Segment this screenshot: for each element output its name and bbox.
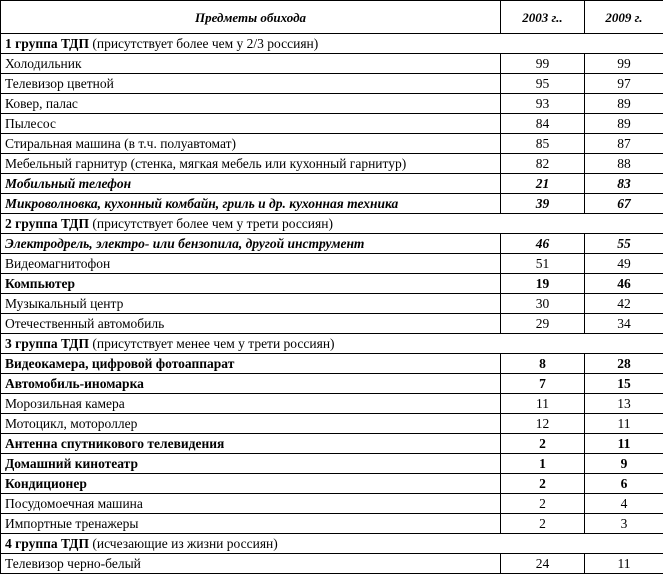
group-row bbox=[1, 214, 663, 234]
item-label: Видеокамера, цифровой фотоаппарат bbox=[1, 354, 501, 374]
item-label: Мебельный гарнитур (стенка, мягкая мебель или кухонный гарнитур) bbox=[1, 154, 501, 174]
table-row bbox=[1, 114, 663, 134]
table-header-row bbox=[1, 1, 663, 34]
header-2009: 2009 г. bbox=[585, 1, 663, 34]
value-2003: 39 bbox=[501, 194, 585, 214]
item-label: Кондиционер bbox=[1, 474, 501, 494]
item-label: Холодильник bbox=[1, 54, 501, 74]
group-title: 4 группа ТДП bbox=[5, 536, 89, 551]
table-row bbox=[1, 154, 663, 174]
value-2009: 3 bbox=[585, 514, 663, 534]
item-label: Компьютер bbox=[1, 274, 501, 294]
table-row bbox=[1, 174, 663, 194]
value-2009: 4 bbox=[585, 494, 663, 514]
group-row bbox=[1, 34, 663, 54]
table-row bbox=[1, 254, 663, 274]
value-2009: 11 bbox=[585, 414, 663, 434]
value-2003: 46 bbox=[501, 234, 585, 254]
table-row bbox=[1, 414, 663, 434]
value-2003: 2 bbox=[501, 474, 585, 494]
value-2009: 83 bbox=[585, 174, 663, 194]
value-2003: 19 bbox=[501, 274, 585, 294]
group-header bbox=[1, 534, 663, 554]
table-row bbox=[1, 434, 663, 454]
value-2003: 99 bbox=[501, 54, 585, 74]
value-2009: 67 bbox=[585, 194, 663, 214]
table-row bbox=[1, 314, 663, 334]
value-2003: 2 bbox=[501, 494, 585, 514]
table-row bbox=[1, 74, 663, 94]
table-row bbox=[1, 514, 663, 534]
value-2003: 8 bbox=[501, 354, 585, 374]
value-2003: 2 bbox=[501, 514, 585, 534]
value-2003: 7 bbox=[501, 374, 585, 394]
value-2009: 88 bbox=[585, 154, 663, 174]
table-row bbox=[1, 274, 663, 294]
value-2003: 12 bbox=[501, 414, 585, 434]
item-label: Телевизор цветной bbox=[1, 74, 501, 94]
value-2009: 6 bbox=[585, 474, 663, 494]
item-label: Отечественный автомобиль bbox=[1, 314, 501, 334]
table-row bbox=[1, 54, 663, 74]
item-label: Ковер, палас bbox=[1, 94, 501, 114]
table-row bbox=[1, 554, 663, 574]
value-2003: 2 bbox=[501, 434, 585, 454]
table-row bbox=[1, 394, 663, 414]
item-label: Посудомоечная машина bbox=[1, 494, 501, 514]
table-row bbox=[1, 194, 663, 214]
item-label: Мотоцикл, мотороллер bbox=[1, 414, 501, 434]
table-row bbox=[1, 234, 663, 254]
value-2009: 34 bbox=[585, 314, 663, 334]
table-row bbox=[1, 454, 663, 474]
item-label: Домашний кинотеатр bbox=[1, 454, 501, 474]
value-2009: 13 bbox=[585, 394, 663, 414]
table-row bbox=[1, 134, 663, 154]
value-2003: 82 bbox=[501, 154, 585, 174]
group-row bbox=[1, 334, 663, 354]
table-row bbox=[1, 294, 663, 314]
value-2003: 95 bbox=[501, 74, 585, 94]
group-title: 1 группа ТДП bbox=[5, 36, 89, 51]
value-2003: 93 bbox=[501, 94, 585, 114]
item-label: Стиральная машина (в т.ч. полуавтомат) bbox=[1, 134, 501, 154]
table-row bbox=[1, 354, 663, 374]
table-row bbox=[1, 474, 663, 494]
value-2003: 11 bbox=[501, 394, 585, 414]
item-label: Электродрель, электро- или бензопила, другой инструмент bbox=[1, 234, 501, 254]
item-label: Антенна спутникового телевидения bbox=[1, 434, 501, 454]
value-2003: 84 bbox=[501, 114, 585, 134]
value-2009: 89 bbox=[585, 94, 663, 114]
value-2009: 55 bbox=[585, 234, 663, 254]
group-title: 2 группа ТДП bbox=[5, 216, 89, 231]
value-2009: 89 bbox=[585, 114, 663, 134]
item-label: Телевизор черно-белый bbox=[1, 554, 501, 574]
value-2003: 24 bbox=[501, 554, 585, 574]
group-title: 3 группа ТДП bbox=[5, 336, 89, 351]
group-row bbox=[1, 534, 663, 554]
table-body bbox=[1, 34, 663, 574]
item-label: Импортные тренажеры bbox=[1, 514, 501, 534]
value-2009: 42 bbox=[585, 294, 663, 314]
value-2009: 99 bbox=[585, 54, 663, 74]
group-description: (исчезающие из жизни россиян) bbox=[89, 536, 278, 551]
item-label: Видеомагнитофон bbox=[1, 254, 501, 274]
value-2009: 11 bbox=[585, 434, 663, 454]
item-label: Микроволновка, кухонный комбайн, гриль и др. кухонная техника bbox=[1, 194, 501, 214]
header-item: Предметы обихода bbox=[1, 1, 501, 34]
value-2003: 30 bbox=[501, 294, 585, 314]
value-2003: 1 bbox=[501, 454, 585, 474]
item-label: Музыкальный центр bbox=[1, 294, 501, 314]
item-label: Автомобиль-иномарка bbox=[1, 374, 501, 394]
value-2003: 85 bbox=[501, 134, 585, 154]
value-2009: 87 bbox=[585, 134, 663, 154]
value-2009: 46 bbox=[585, 274, 663, 294]
value-2003: 21 bbox=[501, 174, 585, 194]
item-label: Мобильный телефон bbox=[1, 174, 501, 194]
table-row bbox=[1, 374, 663, 394]
group-description: (присутствует более чем у трети россиян) bbox=[89, 216, 333, 231]
group-description: (присутствует более чем у 2/3 россиян) bbox=[89, 36, 318, 51]
value-2009: 15 bbox=[585, 374, 663, 394]
value-2009: 9 bbox=[585, 454, 663, 474]
item-label: Морозильная камера bbox=[1, 394, 501, 414]
table-row bbox=[1, 494, 663, 514]
table-row bbox=[1, 94, 663, 114]
group-header bbox=[1, 34, 663, 54]
value-2003: 51 bbox=[501, 254, 585, 274]
value-2009: 11 bbox=[585, 554, 663, 574]
value-2009: 49 bbox=[585, 254, 663, 274]
item-label: Пылесос bbox=[1, 114, 501, 134]
group-header bbox=[1, 334, 663, 354]
value-2003: 29 bbox=[501, 314, 585, 334]
header-2003: 2003 г.. bbox=[501, 1, 585, 34]
value-2009: 97 bbox=[585, 74, 663, 94]
group-header bbox=[1, 214, 663, 234]
group-description: (присутствует менее чем у трети россиян) bbox=[89, 336, 335, 351]
value-2009: 28 bbox=[585, 354, 663, 374]
